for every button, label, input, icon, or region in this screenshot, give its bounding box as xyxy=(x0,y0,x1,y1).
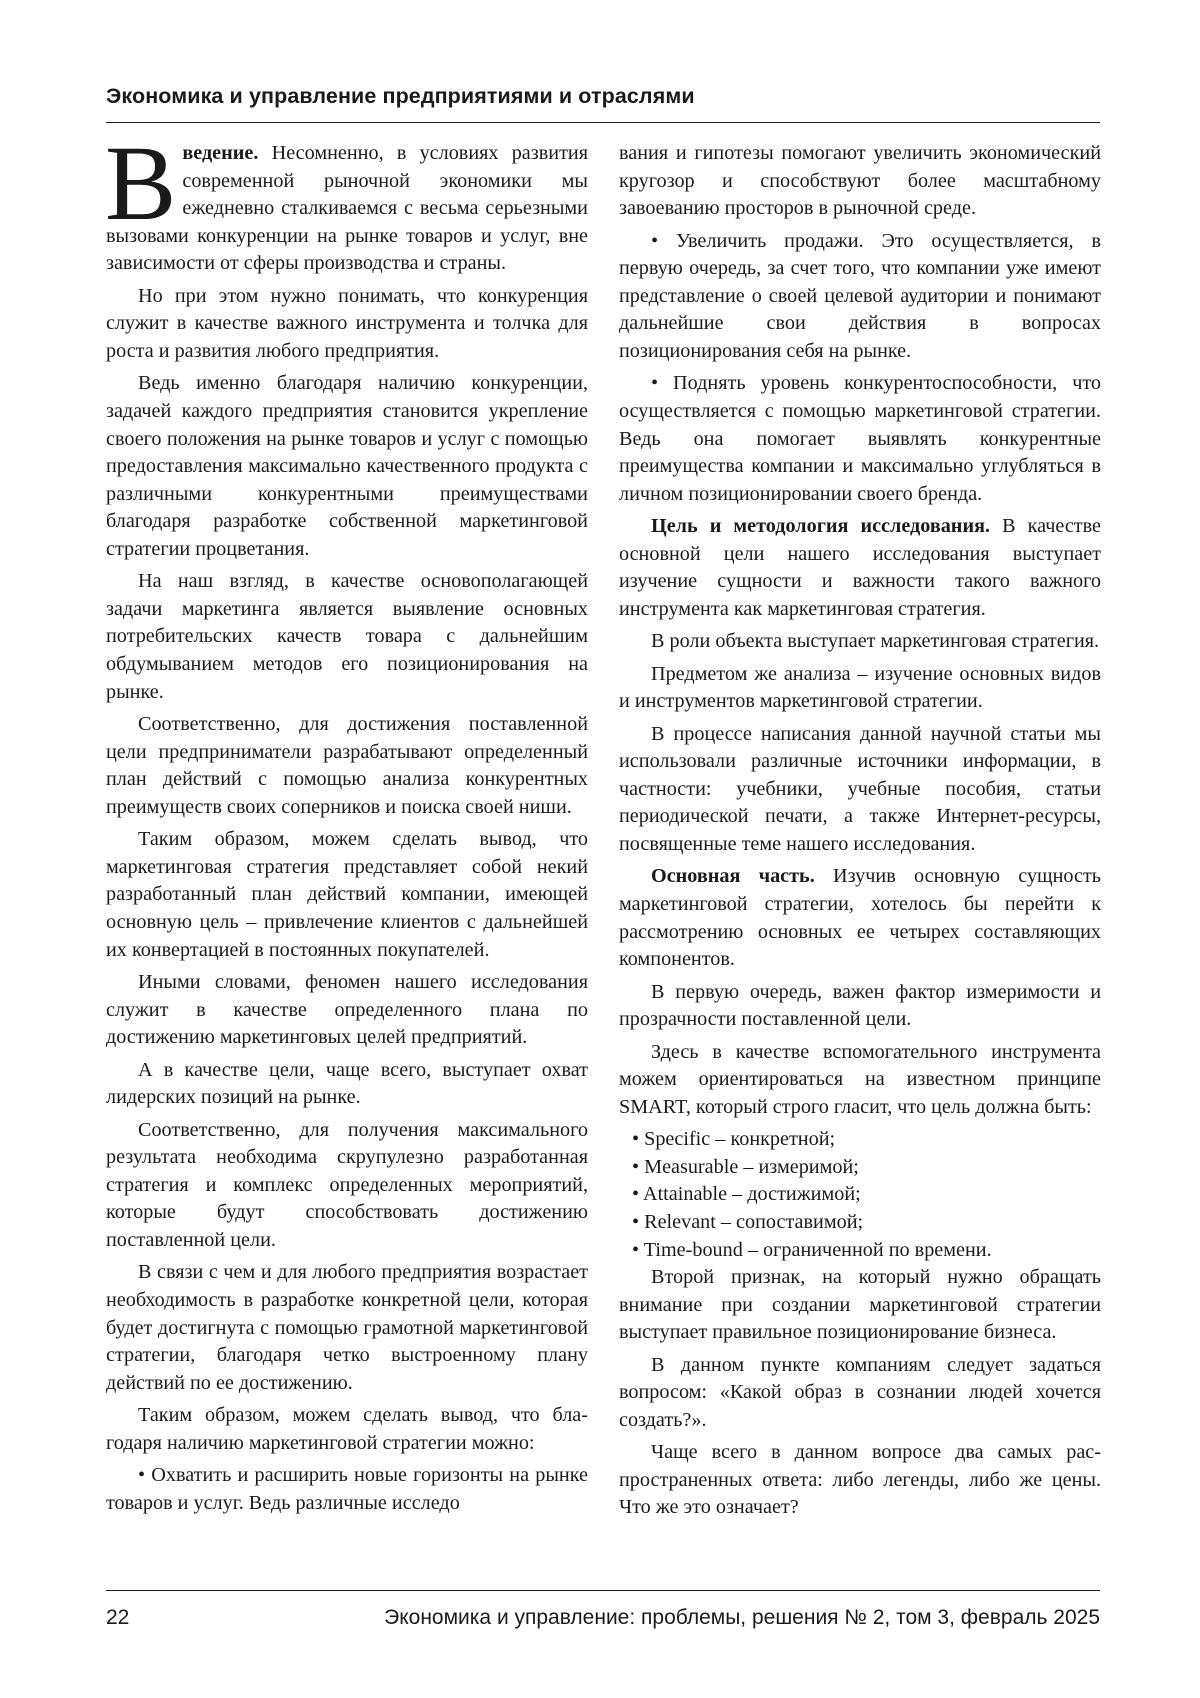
body-paragraph: А в качестве цели, чаще всего, выступает охват лидерских позиций на рынке. xyxy=(106,1058,588,1109)
goal-text: В качестве основной цели нашего исследования выступает изучение сущности и важности такого важного инструмента как маркетинговая стратегия. xyxy=(619,515,1101,620)
introduction-paragraph xyxy=(105,125,588,278)
smart-list-item: • Measurable – измеримой; xyxy=(632,1155,859,1178)
main-part-heading: Основная часть. xyxy=(651,865,815,888)
body-paragraph: Второй признак, на который нужно обращать внимание при создании маркетинговой стратегии выступает правильное позиционирование бизнеса. xyxy=(619,1266,1101,1344)
goal-heading: Цель и методология исследования. xyxy=(651,515,991,538)
body-paragraph: В роли объекта выступает маркетинговая стратегия. xyxy=(651,630,1100,653)
running-header-title: Экономика и управление предприятиями и отраслями xyxy=(106,84,695,108)
body-paragraph: Иными словами, феномен нашего исследования служит в качестве определенного плана по достижению маркетинговых целей предприятий. xyxy=(106,971,588,1049)
body-paragraph: Но при этом нужно понимать, что конкуренция служит в качестве важного инструмента и толчка для роста и развития любого предприятия. xyxy=(106,284,588,362)
introduction-heading: ведение. xyxy=(182,142,259,164)
body-paragraph: Таким образом, можем сделать вывод, что маркетинговая стратегия представляет собой некий разработанный план действий компании, имеющей основную цель – привлечение клиентов с дальнейшей их конвертацией в постоянных покупателей. xyxy=(106,828,588,961)
left-column xyxy=(105,125,588,1522)
main-part-text: Изучив основную сущность маркетинговой стратегии, хотелось бы перейти к рассмотрению основных ее четырех составляющих компонентов. xyxy=(619,865,1101,971)
header-rule xyxy=(106,122,1100,123)
body-paragraph: Здесь в качестве вспомогательного инструмента можем ориентироваться на известном принципе SMART, который строго гласит, что цель должна быть: xyxy=(619,1040,1101,1118)
journal-citation: Экономика и управление: проблемы, решения № 2, том 3, февраль 2025 xyxy=(384,1606,1100,1629)
body-paragraph: Соответственно, для получения максимального результата необходима скрупулезно разработанная стратегия и комплекс определенных мероприятий, которые будут способствовать достижению поставленной цели. xyxy=(106,1118,588,1251)
body-paragraph: В связи с чем и для любого предприятия возрастает необходимость в разработке конкретной цели, которая будет достигнута с помощью грамотной маркетинговой стратегии, благодаря четко выстроенному плану действий по ее достижению. xyxy=(106,1261,588,1394)
body-paragraph: Предметом же анализа – изучение основных видов и инструментов маркетинговой стратегии. xyxy=(619,662,1101,713)
drop-cap: В xyxy=(105,125,177,243)
body-paragraph: В данном пункте компаниям следует задаться вопросом: «Какой образ в сознании людей хочется создать?». xyxy=(619,1353,1101,1431)
page-number: 22 xyxy=(106,1606,130,1629)
goal-paragraph xyxy=(619,513,1101,623)
smart-list-item: • Time-bound – ограниченной по времени. xyxy=(632,1238,992,1261)
smart-list-item: • Relevant – сопоставимой; xyxy=(632,1210,864,1233)
smart-list-item: • Specific – конкретной; xyxy=(632,1128,836,1151)
body-paragraph: Чаще всего в данном вопросе два самых распространенных ответа: либо легенды, либо же цены. Что же это означает? xyxy=(619,1441,1101,1519)
bullet-paragraph: • Охватить и расширить новые горизонты на рынке товаров и услуг. Ведь различные исследо xyxy=(106,1464,588,1514)
body-paragraph: Таким образом, можем сделать вывод, что благодаря наличию маркетинговой стратегии можно: xyxy=(106,1404,588,1454)
bullet-paragraph: • Поднять уровень конкурентоспособности, что осуществляется с помощью маркетинговой стратегии. Ведь она помогает выявлять конкурентные преимущества компании и максимально углубляться в личном позиционировании своего бренда. xyxy=(619,372,1101,505)
introduction-text: Несомненно, в условиях развития современной рыночной экономики мы ежедневно сталкиваемся с весьма серьезными вызовами конкуренции на рынке товаров и услуг, вне зависимости от сферы производства и страны. xyxy=(106,142,588,275)
body-paragraph: В первую очередь, важен фактор измеримости и прозрачности поставленной цели. xyxy=(619,980,1101,1031)
body-paragraph: На наш взгляд, в качестве основополагающей задачи маркетинга является выявление основных потребительских качеств товара с дальнейшим обдумыванием методов его позиционирования на рынке. xyxy=(106,570,588,703)
body-paragraph: В процессе написания данной научной статьи мы использовали различные источники информации, в частности: учебники, учебные пособия, статьи периодической печати, а также Интернет-ресурсы, посвященные теме нашего исследования. xyxy=(619,722,1101,856)
body-paragraph: Ведь именно благодаря наличию конкуренции, задачей каждого предприятия становится укрепление своего положения на рынке товаров и услуг с помощью предоставления максимально качественного продукта с различными конкурентными преимуществами благодаря разработке собственной маркетинговой стратегии процветания. xyxy=(106,372,588,560)
footer-rule xyxy=(106,1590,1100,1591)
right-column xyxy=(619,140,1101,1527)
body-paragraph: Соответственно, для достижения поставленной цели предприниматели разрабатывают определенный план действий с помощью анализа конкурентных преимуществ своих соперников и поиска своей ниши. xyxy=(106,713,588,818)
main-part-paragraph xyxy=(619,863,1101,973)
bullet-paragraph: • Увеличить продажи. Это осуществляется, в первую очередь, за счет того, что компании уже имеют представление о своей целевой аудитории и понимают дальнейшие свои действия в вопросах позиционирования себя на рынке. xyxy=(619,229,1101,362)
continued-paragraph: вания и гипотезы помогают увеличить экономический кругозор и способствуют более масштабному завоеванию просторов в рыночной среде. xyxy=(619,142,1101,220)
smart-list-item: • Attainable – достижимой; xyxy=(632,1183,861,1206)
